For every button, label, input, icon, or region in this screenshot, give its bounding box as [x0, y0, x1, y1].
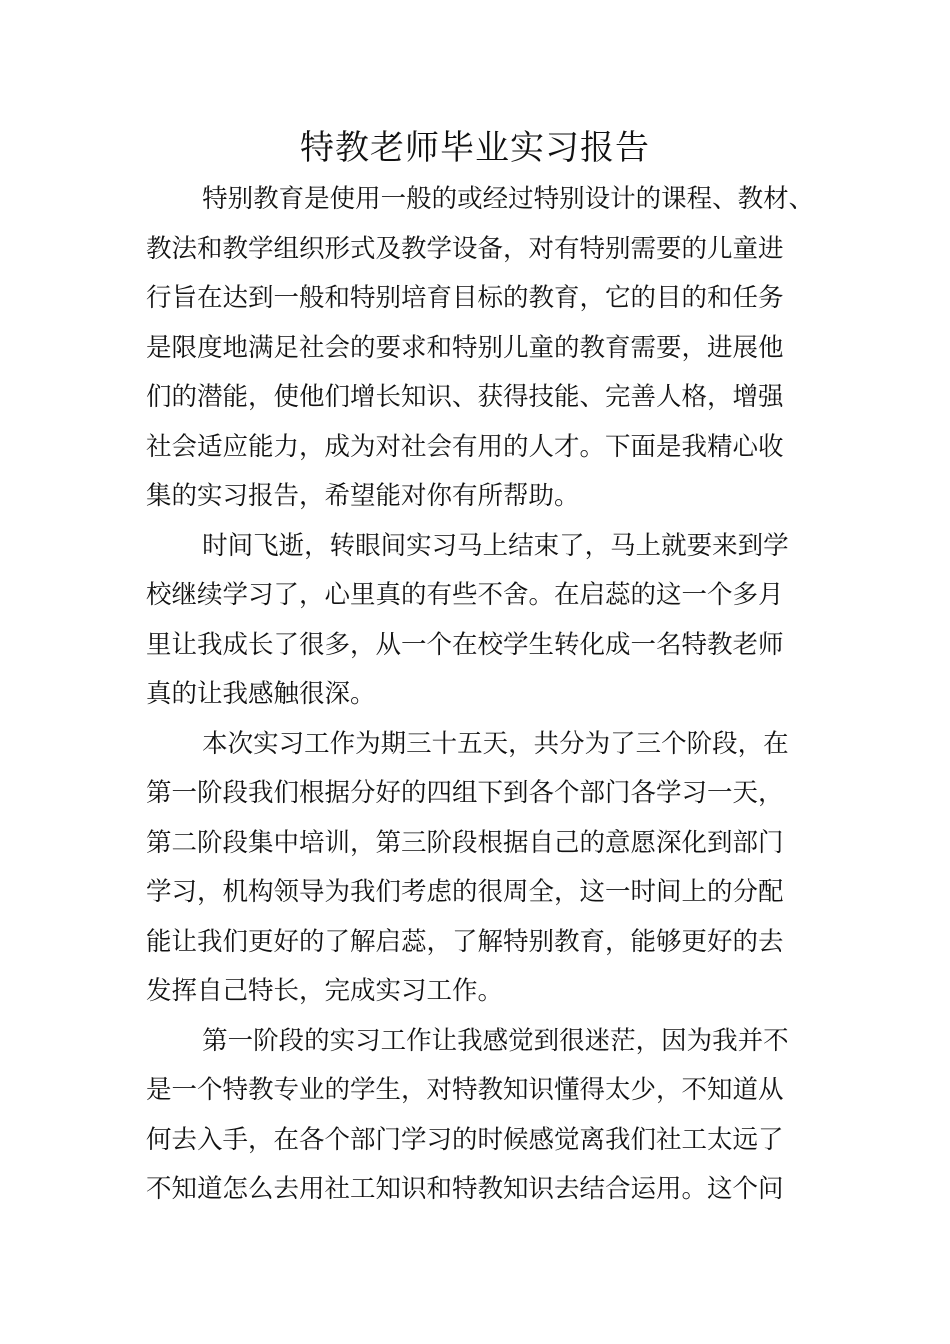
- text-line: 本次实习工作为期三十五天，共分为了三个阶段，在: [202, 728, 789, 759]
- text-line: 能让我们更好的了解启蕊，了解特别教育，能够更好的去: [146, 926, 784, 957]
- paragraph-4: [146, 1017, 826, 1215]
- text-line: 发挥自己特长，完成实习工作。: [146, 976, 504, 1006]
- text-line: 真的让我感触很深。: [146, 679, 376, 709]
- text-line: 何去入手，在各个部门学习的时候感觉离我们社工太远了: [146, 1124, 784, 1155]
- text-line: 第二阶段集中培训，第三阶段根据自己的意愿深化到部门: [146, 827, 784, 858]
- text-line: 教法和教学组织形式及教学设备，对有特别需要的儿童进: [146, 233, 784, 264]
- text-line: 行旨在达到一般和特别培育目标的教育，它的目的和任务: [146, 283, 784, 313]
- text-line: 里让我成长了很多，从一个在校学生转化成一名特教老师: [146, 629, 784, 660]
- text-line: 第一阶段我们根据分好的四组下到各个部门各学习一天，: [146, 778, 784, 808]
- text-line: 时间飞逝，转眼间实习马上结束了，马上就要来到学: [202, 530, 789, 561]
- paragraph-3: [146, 720, 826, 1017]
- document-body: [146, 175, 826, 1215]
- text-line: 是一个特教专业的学生，对特教知识懂得太少，不知道从: [146, 1075, 784, 1105]
- text-line: 是限度地满足社会的要求和特别儿童的教育需要，进展他: [146, 332, 784, 363]
- text-line: 们的潜能，使他们增长知识、获得技能、完善人格，增强: [146, 382, 784, 412]
- text-line: 特别教育是使用一般的或经过特别设计的课程、教材、: [202, 184, 815, 214]
- text-line: 校继续学习了，心里真的有些不舍。在启蕊的这一个多月: [146, 580, 784, 610]
- paragraph-1: [146, 175, 826, 522]
- text-line: 集的实习报告，希望能对你有所帮助。: [146, 481, 580, 511]
- text-line: 学习，机构领导为我们考虑的很周全，这一时间上的分配: [146, 877, 784, 907]
- text-line: 社会适应能力，成为对社会有用的人才。下面是我精心收: [146, 431, 784, 462]
- document-title: 特教老师毕业实习报告: [300, 128, 650, 168]
- paragraph-2: [146, 522, 826, 720]
- text-line: 第一阶段的实习工作让我感觉到很迷茫，因为我并不: [202, 1025, 789, 1056]
- text-line: 不知道怎么去用社工知识和特教知识去结合运用。这个问: [146, 1174, 784, 1204]
